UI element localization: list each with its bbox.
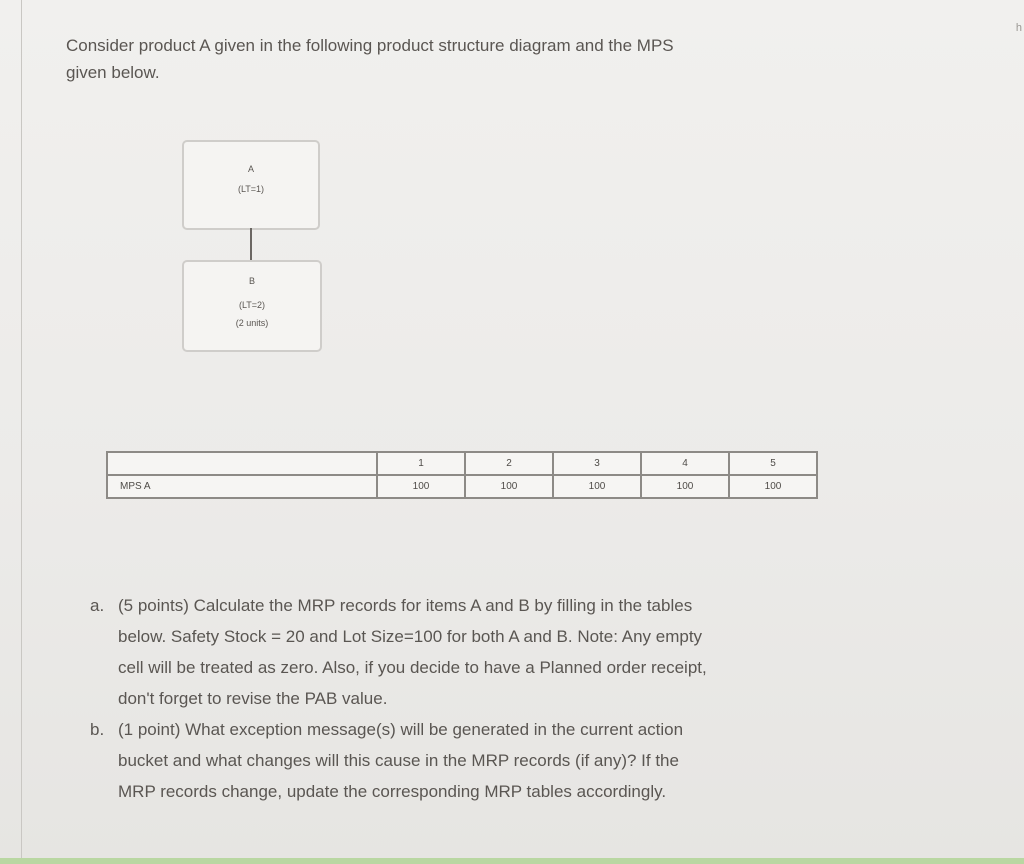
product-node-a	[182, 140, 320, 230]
intro-line: Consider product A given in the following product structure diagram and the MPS	[66, 36, 674, 55]
node-item-label: B	[248, 276, 255, 286]
mps-period-cell: 4	[641, 452, 729, 475]
intro-line: given below.	[66, 63, 160, 82]
question-line: (1 point) What exception message(s) will be generated in the current action	[118, 720, 684, 739]
node-lead-time: (LT=2)	[238, 300, 266, 310]
question-item-a	[90, 590, 970, 714]
mps-value-cell: 100	[465, 475, 553, 498]
mps-period-cell: 3	[553, 452, 641, 475]
mps-value-row	[107, 475, 817, 498]
mps-row-label: MPS A	[107, 475, 377, 498]
question-line: don't forget to revise the PAB value.	[118, 689, 388, 708]
mps-header-blank	[107, 452, 377, 475]
question-item-b	[90, 714, 970, 807]
node-quantity: (2 units)	[235, 318, 269, 328]
mps-period-cell: 5	[729, 452, 817, 475]
question-line: below. Safety Stock = 20 and Lot Size=100 for both A and B. Note: Any empty	[118, 627, 703, 646]
mps-value-cell: 100	[729, 475, 817, 498]
mps-header-row	[107, 452, 817, 475]
edge-mark: h	[1015, 22, 1022, 34]
question-line: MRP records change, update the corresponding MRP tables accordingly.	[118, 782, 667, 801]
node-lead-time: (LT=1)	[237, 184, 265, 194]
intro-paragraph	[66, 32, 926, 86]
product-node-b	[182, 260, 322, 352]
question-marker: b.	[90, 720, 105, 739]
bottom-border	[0, 858, 1024, 864]
question-line: bucket and what changes will this cause in the MRP records (if any)? If the	[118, 751, 679, 770]
mps-value-cell: 100	[641, 475, 729, 498]
mps-value-cell: 100	[553, 475, 641, 498]
node-item-label: A	[247, 164, 254, 174]
question-line: (5 points) Calculate the MRP records for items A and B by filling in the tables	[118, 596, 693, 615]
structure-connector	[250, 228, 252, 260]
question-line: cell will be treated as zero. Also, if you decide to have a Planned order receipt,	[118, 658, 707, 677]
mps-table	[106, 451, 818, 499]
question-marker: a.	[90, 596, 105, 615]
mps-period-cell: 1	[377, 452, 465, 475]
mps-period-cell: 2	[465, 452, 553, 475]
question-list	[90, 590, 970, 807]
left-margin-rule	[21, 0, 22, 864]
mps-value-cell: 100	[377, 475, 465, 498]
